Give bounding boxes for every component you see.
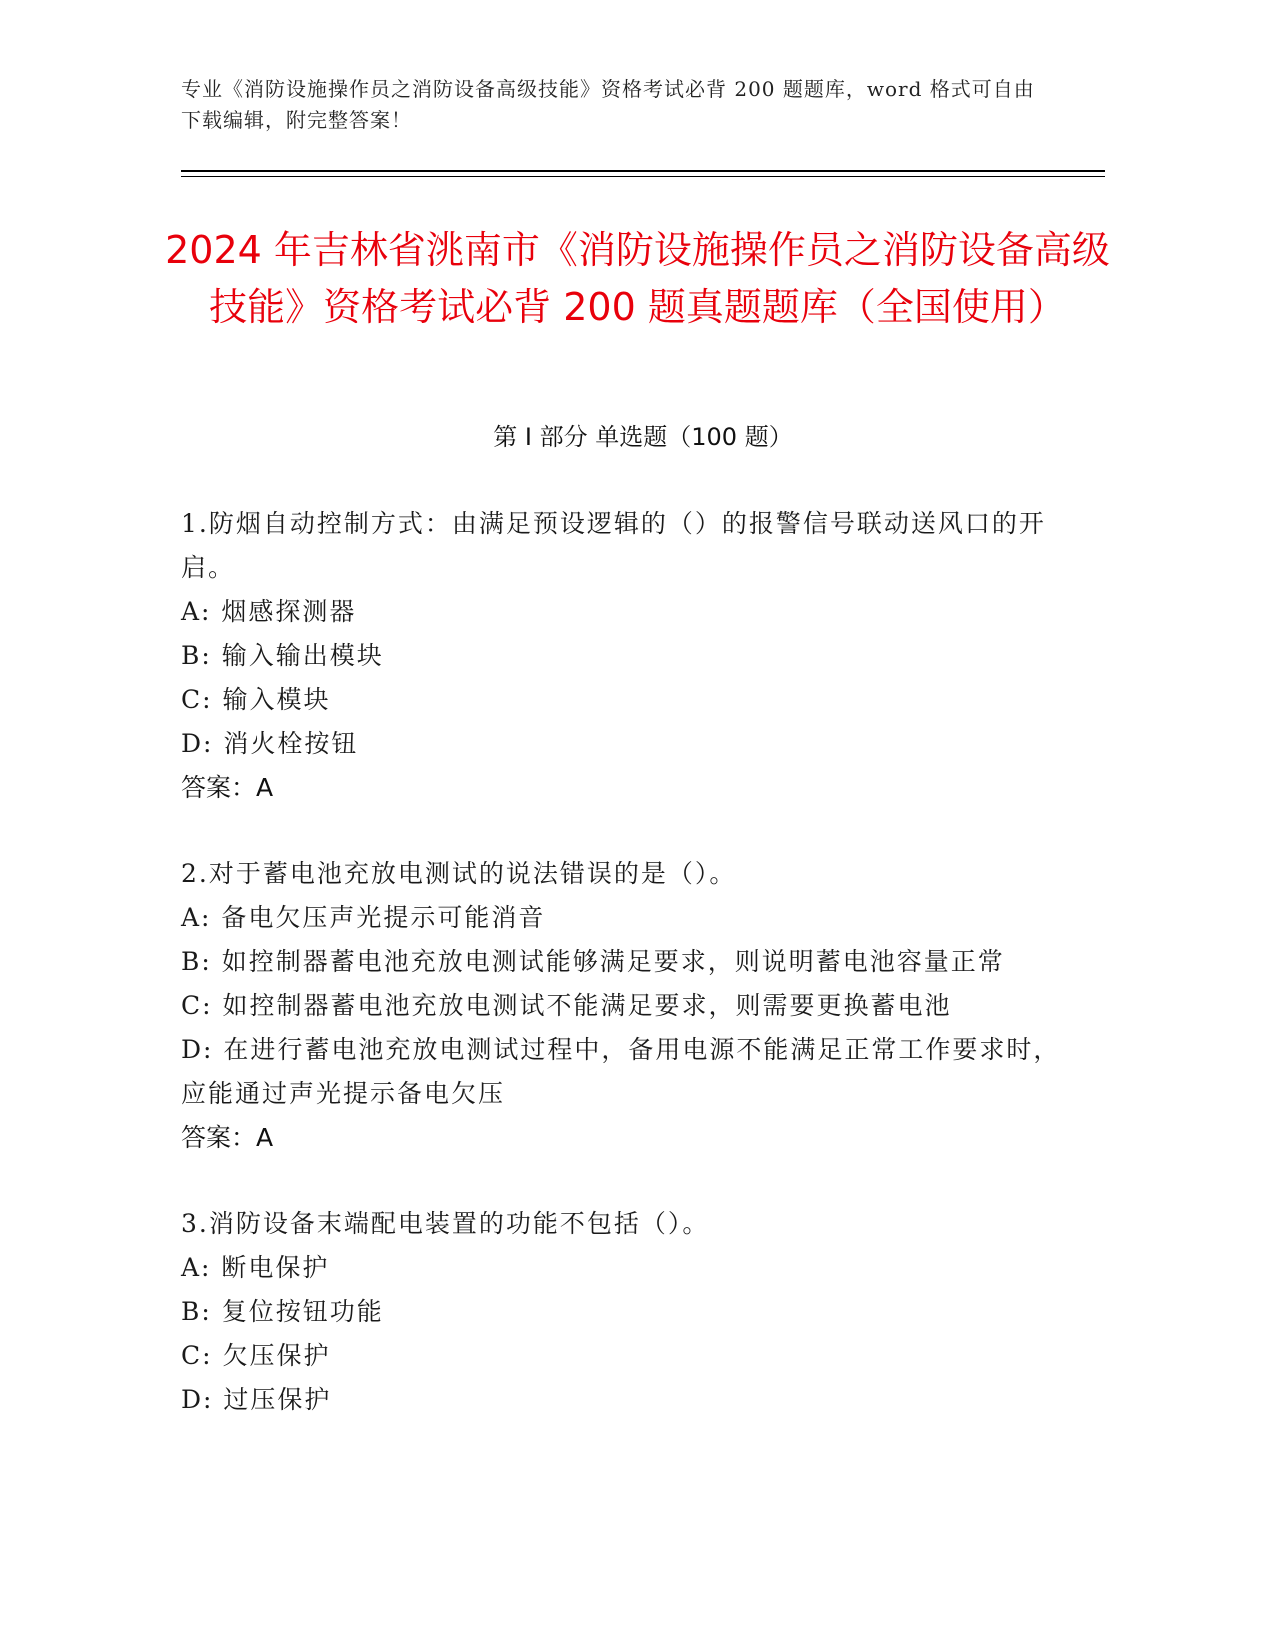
option-c: C: 如控制器蓄电池充放电测试不能满足要求，则需要更换蓄电池 xyxy=(181,991,952,1020)
option-a: A: 备电欠压声光提示可能消音 xyxy=(181,903,546,932)
header-note: 专业《消防设施操作员之消防设备高级技能》资格考试必背 200 题题库，word 格式可自由下载编辑，附完整答案！ xyxy=(181,77,1035,132)
option-c: C: 欠压保护 xyxy=(181,1341,331,1370)
answer: 答案：A xyxy=(181,1123,274,1152)
option-a: A: 断电保护 xyxy=(181,1253,330,1282)
question-stem: 3.消防设备末端配电装置的功能不包括（）。 xyxy=(181,1209,710,1238)
question-2 xyxy=(181,852,1061,1160)
question-stem: 2.对于蓄电池充放电测试的说法错误的是（）。 xyxy=(181,859,737,888)
header-divider-thick xyxy=(181,170,1105,172)
option-b: B: 复位按钮功能 xyxy=(181,1297,384,1326)
option-a: A: 烟感探测器 xyxy=(181,597,357,626)
option-d: D: 过压保护 xyxy=(181,1385,332,1414)
answer: 答案：A xyxy=(181,773,274,802)
option-b: B: 输入输出模块 xyxy=(181,641,384,670)
question-1 xyxy=(181,502,1061,810)
question-list xyxy=(181,502,1061,1464)
option-b: B: 如控制器蓄电池充放电测试能够满足要求，则说明蓄电池容量正常 xyxy=(181,947,1005,976)
document-title: 2024 年吉林省洮南市《消防设施操作员之消防设备高级技能》资格考试必背 200 题真题题库（全国使用） xyxy=(165,228,1110,329)
question-stem: 1.防烟自动控制方式：由满足预设逻辑的（）的报警信号联动送风口的开启。 xyxy=(181,509,1046,582)
question-3 xyxy=(181,1202,1061,1422)
section-title: 第 I 部分 单选题（100 题） xyxy=(493,423,793,451)
option-d: D: 消火栓按钮 xyxy=(181,729,359,758)
header-divider-thin xyxy=(181,176,1105,177)
option-c: C: 输入模块 xyxy=(181,685,331,714)
option-d: D: 在进行蓄电池充放电测试过程中，备用电源不能满足正常工作要求时，应能通过声光提示备电欠压 xyxy=(181,1035,1061,1108)
